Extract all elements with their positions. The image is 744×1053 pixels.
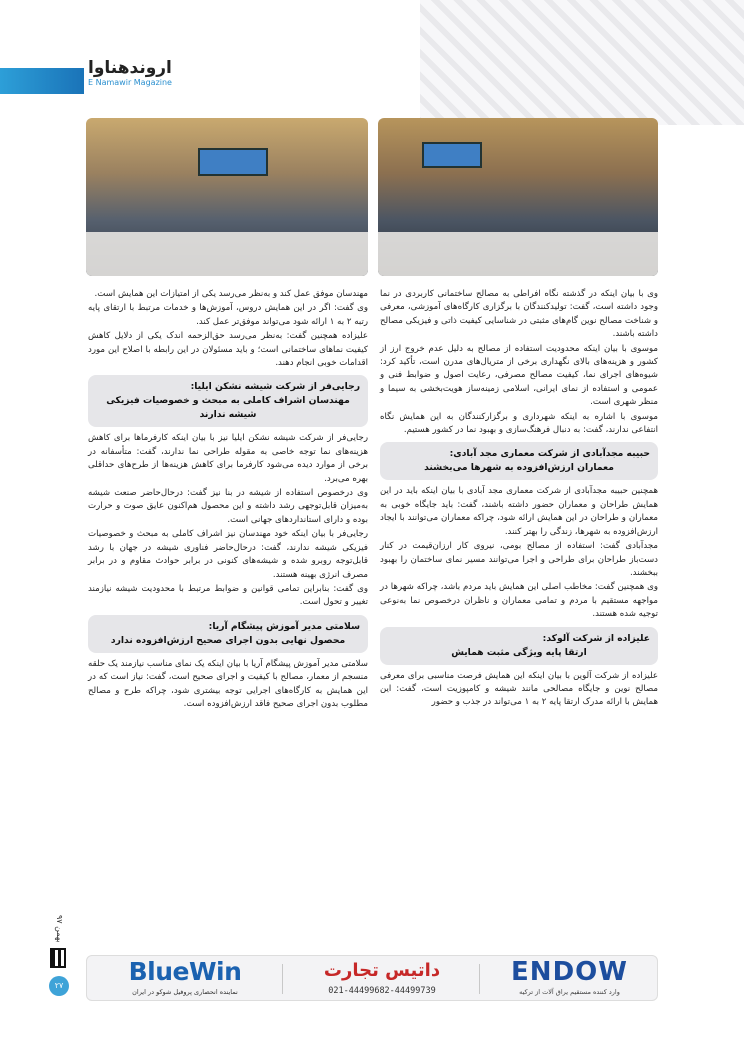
logo-main-text: اروندهناوا <box>88 58 172 78</box>
quote-heading-subtitle: معماران ارزش‌افزوده به شهرها می‌بخشند <box>424 462 614 474</box>
magazine-logo <box>88 58 178 98</box>
paragraph: وی گفت: اگر در این همایش دروس، آموزش‌ها و خدمات مرتبط با ارتقای پایه رتبه ۲ به ۱ ارائه شود می‌تواند موفق‌تر عمل کند. <box>88 303 368 327</box>
quote-heading-box <box>88 615 368 653</box>
paragraph: وی درخصوص استفاده از شیشه در بنا نیز گفت: درحال‌حاضر صنعت شیشه به‌میزان قابل‌توجهی رشد داشته و این محصول هم‌اکنون عایق صوت و حرارت بوده و دارای استانداردهای جهانی است. <box>88 488 368 525</box>
ad-datis-logo: داتیس تجارت <box>323 960 441 981</box>
quote-heading-title: علیزاده از شرکت آلوکد: <box>542 632 650 644</box>
ad-bluewin-logo: BlueWin <box>128 957 242 986</box>
ad-datis-phone: 021-44499682-44499739 <box>328 986 436 996</box>
paragraph: مجدآبادی گفت: استفاده از مصالح بومی، نیروی کار ارزان‌قیمت در کنار دست‌باز طراحان برای طراحی و اجرا می‌توانند مسیر نمای ساختمان را بهبود ببخشند. <box>380 541 658 578</box>
ad-divider <box>282 964 283 994</box>
paragraph: رجایی‌فر با بیان اینکه خود مهندسان نیز اشراف کاملی به مبحث و خصوصیات فیزیکی شیشه ندارند، گفت: درحال‌حاضر فناوری شیشه در جهان با رشد قابل‌توجه روبرو شده و شیشه‌های کنونی در برابر حوادث مقاوم و در برابر مصرف انرژی بهینه هستند. <box>88 529 368 580</box>
projector-screen <box>198 148 268 176</box>
paragraph: وی گفت: بنابراین تمامی قوانین و ضوابط مرتبط با محدودیت شیشه نیازمند تغییر و تحول است. <box>88 583 368 608</box>
paragraph: وی همچنین گفت: مخاطب اصلی این همایش باید مردم باشد، چراکه شهرها در مواجهه مستقیم با مردم و تمامی معماران و ناظران درخصوص نما به‌نوعی توجیه شده هستند. <box>380 582 658 620</box>
advertisement-banner <box>86 955 658 1001</box>
ad-bluewin[interactable] <box>105 956 265 1002</box>
conference-photo-left <box>86 118 368 276</box>
paragraph: رجایی‌فر از شرکت شیشه نشکن ایلیا نیز با بیان اینکه کارفرماها برای کاهش هزینه‌های نما توجه خاصی به مقوله طراحی نما ندارند، گفت: متأسفانه در برخی از موارد دیده می‌شود کارفرما برای کاهش هزینه‌ها از طرح‌های حداقلی بهره می‌برد. <box>88 433 368 484</box>
conference-table <box>86 232 368 276</box>
quote-heading-box <box>380 442 658 480</box>
ad-endow-tagline: وارد کننده مستقیم یراق آلات از ترکیه <box>519 988 620 996</box>
barcode-icon <box>50 948 66 968</box>
ad-divider <box>479 964 480 994</box>
conference-table <box>378 232 658 276</box>
quote-heading-title: رجایی‌فر از شرکت شیشه نشکن ایلیا: <box>190 381 360 393</box>
article-column-left <box>88 288 368 712</box>
decorative-pattern <box>420 0 744 125</box>
quote-heading-title: سلامتی مدیر آموزش پیشگام آریا: <box>208 620 360 632</box>
paragraph: سلامتی مدیر آموزش پیشگام آریا با بیان اینکه یک نمای مناسب نیازمند یک حلقه منسجم از معمار، مصالح با کیفیت و اجرای صحیح است، گفت: نیاز است که در این همایش به کارگاه‌های اجرایی توجه بیشتری شود، چراکه طرح و مصالح مطلوب بدون اجرای صحیح فاقد ارزش‌افزوده است. <box>88 658 368 709</box>
paragraph: موسوی با بیان اینکه محدودیت استفاده از مصالح به دلیل عدم خروج ارز از کشور و هزینه‌های بالای نگهداری برخی از متریال‌های مدرن است، تأکید کرد: شیوه‌های اجرای نما، کیفیت مصالح مصرفی، رعایت اصول و ضوابط فنی و عمومی و استفاده از نمای ایرانی، اسلامی زمینه‌ساز هویت‌بخشی به سیما و منظر شهری است. <box>380 343 658 408</box>
logo-sub-text: E Namawir Magazine <box>88 78 172 87</box>
quote-heading-subtitle: محصول نهایی بدون اجرای صحیح ارزش‌افزوده ندارد <box>110 634 346 646</box>
issue-month-label: بهمن ۹۷ <box>55 915 64 943</box>
page-number-badge: ۲۷ <box>49 976 69 996</box>
paragraph: موسوی با اشاره به اینکه شهرداری و برگزارکنندگان به این همایش نگاه انتفاعی ندارند، گفت: به دنبال فرهنگ‌سازی و بهبود نما در کشور هستیم. <box>380 411 658 436</box>
ad-bluewin-tagline: نماینده انحصاری پروفیل شوکو در ایران <box>132 988 238 996</box>
conference-photo-right <box>378 118 658 276</box>
ad-endow[interactable] <box>487 956 652 1002</box>
article-column-right <box>380 288 658 711</box>
projector-screen <box>422 142 482 168</box>
paragraph: همچنین حبیبه مجدآبادی از شرکت معماری مجد آبادی با بیان اینکه باید در این همایش طراحان و معماران حضور داشته باشند، گفت: باید جایگاه خوبی به معماران و طراحان در این همایش ارائه شود، چراکه معماران می‌توانند با ایجاد ارزش‌افزوده به شهرها، زندگی را بهتر کنند. <box>380 486 658 537</box>
quote-heading-subtitle: مهندسان اشراف کاملی به مبحث و خصوصیات فیزیکی شیشه ندارند <box>106 395 350 421</box>
quote-heading-title: حبیبه مجدآبادی از شرکت معماری مجد آبادی: <box>449 448 650 460</box>
paragraph: علیزاده همچنین گفت: به‌نظر می‌رسد حق‌الزحمه اندک یکی از دلایل کاهش کیفیت نماهای ساختمانی است؛ و باید مسئولان در این رابطه با اصلاح این مورد اقدامات خوبی انجام دهند. <box>88 331 368 369</box>
paragraph: مهندسان موفق عمل کند و به‌نظر می‌رسد یکی از امتیازات این همایش است. <box>94 289 368 299</box>
ad-endow-logo: ENDOW <box>511 957 628 987</box>
quote-heading-subtitle: ارتقا پایه ویژگی مثبت همایش <box>451 646 587 658</box>
paragraph: علیزاده از شرکت آلوین با بیان اینکه این همایش فرصت مناسبی برای معرفی مصالح نوین و جایگاه مصالحی مانند شیشه و کامپوزیت است، گفت: این همایش با ارائه مدرک ارتقا پایه ۲ به ۱ می‌تواند در جذب و حضور <box>380 670 658 708</box>
paragraph: وی با بیان اینکه در گذشته نگاه افراطی به مصالح ساختمانی کاربردی در نما وجود داشته است، گفت: تولیدکنندگان با برگزاری کارگاه‌های آموزشی، معرفی و شناخت مصالح نوین گام‌های مثبتی در شناسایی کیفیت ذاتی و فیزیکی مصالح داشته باشند. <box>380 289 658 340</box>
ad-datis-tejarat[interactable] <box>297 956 467 1002</box>
quote-heading-box <box>380 627 658 665</box>
quote-heading-box <box>88 375 368 427</box>
header-accent-bar <box>0 68 84 94</box>
